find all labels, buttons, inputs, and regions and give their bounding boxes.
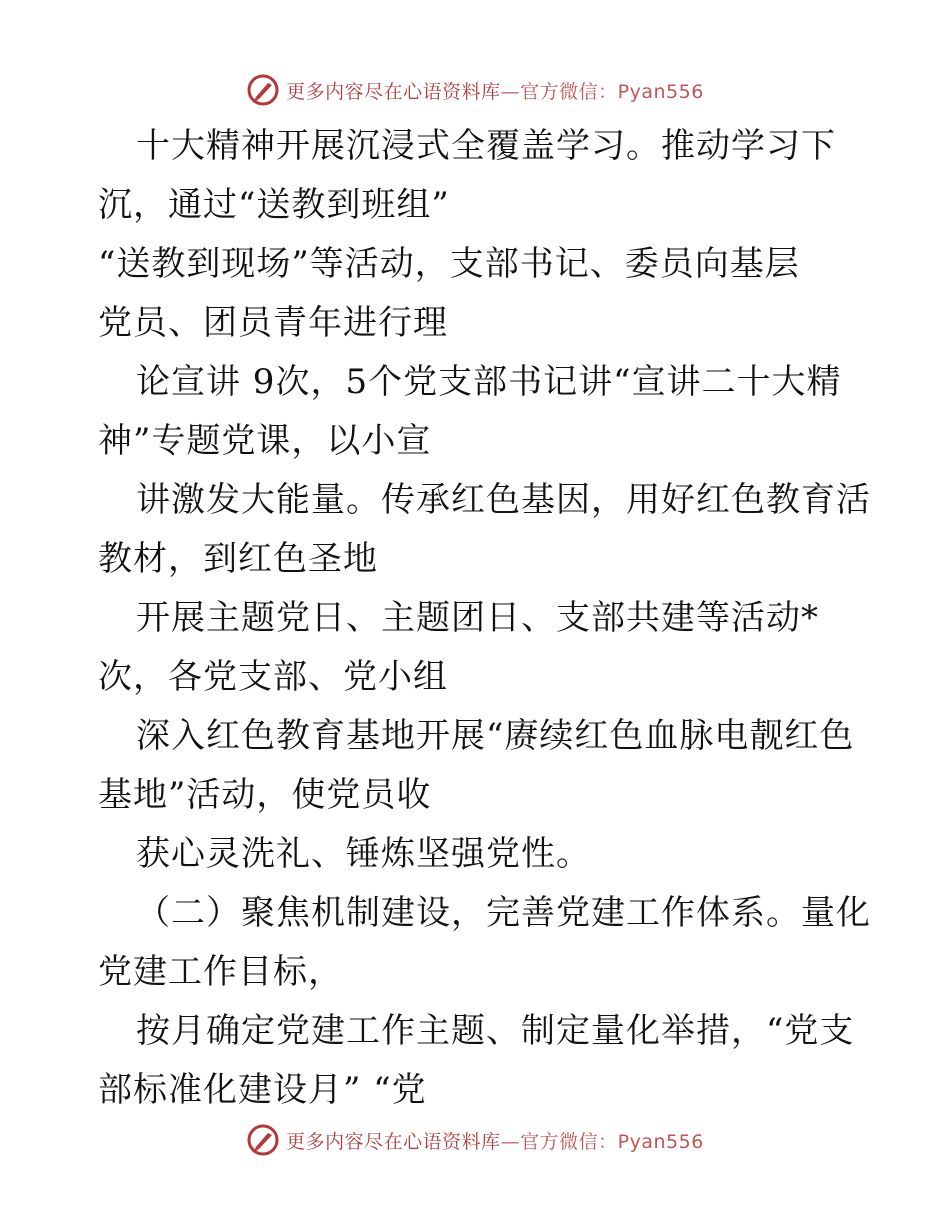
body-line: 基地”活动，使党员收 [98, 775, 432, 815]
body-line: 按月确定党建工作主题、制定量化举措，“党支 [136, 1011, 855, 1051]
watermark-separator: — [500, 80, 521, 103]
body-line: 讲激发大能量。传承红色基因，用好红色教育活 [136, 480, 871, 520]
watermark-suffix: 官方微信：Pyan556 [520, 80, 704, 103]
quill-circle-icon [246, 73, 280, 107]
body-line: 党建工作目标， [98, 952, 343, 992]
watermark-separator: — [500, 1130, 521, 1153]
body-line: 次，各党支部、党小组 [98, 657, 448, 697]
watermark-text [286, 77, 704, 104]
body-line: （二）聚焦机制建设，完善党建工作体系。量化 [136, 893, 871, 933]
body-line: 沉，通过“送教到班组” [98, 185, 450, 225]
body-line: 党员、团员青年进行理 [98, 303, 448, 343]
watermark-text [286, 1127, 704, 1154]
body-line: 获心灵洗礼、锤炼坚强党性。 [136, 834, 591, 874]
body-line: 十大精神开展沉浸式全覆盖学习。推动学习下 [136, 126, 836, 166]
header-watermark [0, 70, 950, 110]
body-line: 神”专题党课，以小宣 [98, 421, 432, 461]
watermark-suffix: 官方微信：Pyan556 [520, 1130, 704, 1153]
footer-watermark [0, 1120, 950, 1160]
watermark-brand: 更多内容尽在心语资料库 [286, 80, 501, 103]
body-line: 部标准化建设月” “党 [98, 1070, 427, 1110]
body-line: 开展主题党日、主题团日、支部共建等活动* [136, 598, 819, 638]
body-line: 教材，到红色圣地 [98, 539, 378, 579]
watermark-brand: 更多内容尽在心语资料库 [286, 1130, 501, 1153]
quill-circle-icon [246, 1123, 280, 1157]
body-line: 深入红色教育基地开展“赓续红色血脉电靓红色 [136, 716, 855, 756]
body-line: “送教到现场”等活动，支部书记、委员向基层 [98, 244, 800, 284]
body-line: 论宣讲 9次，5个党支部书记讲“宣讲二十大精 [136, 362, 842, 402]
